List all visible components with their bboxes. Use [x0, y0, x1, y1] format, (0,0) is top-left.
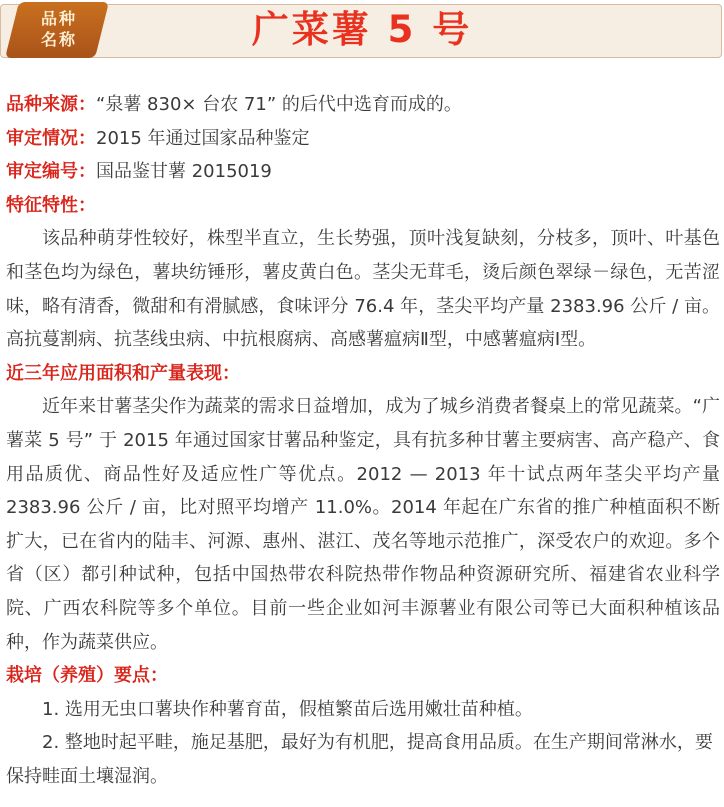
badge-line-1: 品种 — [40, 9, 77, 28]
document-body — [6, 88, 720, 793]
cultivation-step-2: 2. 整地时起平畦，施足基肥，最好为有机肥，提高食用品质。在生产期间常淋水，要保持畦面土壤湿润。 — [6, 732, 713, 787]
traits-label: 特征特性： — [6, 194, 96, 216]
approval-row — [6, 122, 720, 156]
origin-label: 品种来源： — [6, 94, 96, 115]
cultivation-step-1: 1. 选用无虫口薯块作种薯育苗，假植繁苗后选用嫩壮苗种植。 — [42, 698, 533, 720]
page-title: 广菜薯 5 号 — [251, 8, 473, 51]
cultivation-label: 栽培（养殖）要点： — [6, 665, 168, 687]
performance-heading-row — [6, 357, 720, 391]
badge-line-2: 名称 — [40, 30, 77, 49]
approval-number-value: 国品鉴甘薯 2015019 — [96, 161, 272, 183]
performance-paragraph: 近年来甘薯茎尖作为蔬菜的需求日益增加，成为了城乡消费者餐桌上的常见蔬菜。“广薯菜 5 号” 于 2015 年通过国家甘薯品种鉴定，具有抗多种甘薯主要病害、高产稳产、食用品质优、商品性好及适应性广等优点。2012 — 2013 年十试点两年茎尖平均产量 2383.96 公斤 / 亩，比对照平均增产 11.0%。2014 年起在广东省的推广种植面积不断扩大，已在省内的陆丰、河源、惠州、湛江、茂名等地示范推广，深受农户的欢迎。多个省（区）都引种试种，包括中国热带农科院热带作物品种资源研究所、福建省农业科学院、广西农科院等多个单位。目前一些企业如河丰源薯业有限公司等已大面积种植该品种，作为蔬菜供应。 — [6, 396, 720, 653]
traits-paragraph: 该品种萌芽性较好，株型半直立，生长势强，顶叶浅复缺刻，分枝多，顶叶、叶基色和茎色均为绿色，薯块纺锤形，薯皮黄白色。茎尖无茸毛，烫后颜色翠绿－绿色，无苦涩味，略有清香，微甜和有滑腻感，食味评分 76.4 年，茎尖平均产量 2383.96 公斤 / 亩。高抗蔓割病、抗茎线虫病、中抗根腐病、高感薯瘟病Ⅱ型，中感薯瘟病Ⅰ型。 — [6, 228, 720, 351]
approval-number-row — [6, 155, 720, 189]
traits-heading-row — [6, 189, 720, 223]
approval-label: 审定情况： — [6, 127, 96, 149]
header — [0, 0, 724, 62]
approval-value: 2015 年通过国家品种鉴定 — [96, 127, 310, 149]
origin-row — [6, 88, 720, 122]
origin-value: “泉薯 830× 台农 71” 的后代中选育而成的。 — [96, 94, 462, 115]
cultivation-heading-row — [6, 659, 720, 693]
approval-number-label: 审定编号： — [6, 161, 96, 183]
performance-label: 近三年应用面积和产量表现： — [6, 362, 240, 384]
